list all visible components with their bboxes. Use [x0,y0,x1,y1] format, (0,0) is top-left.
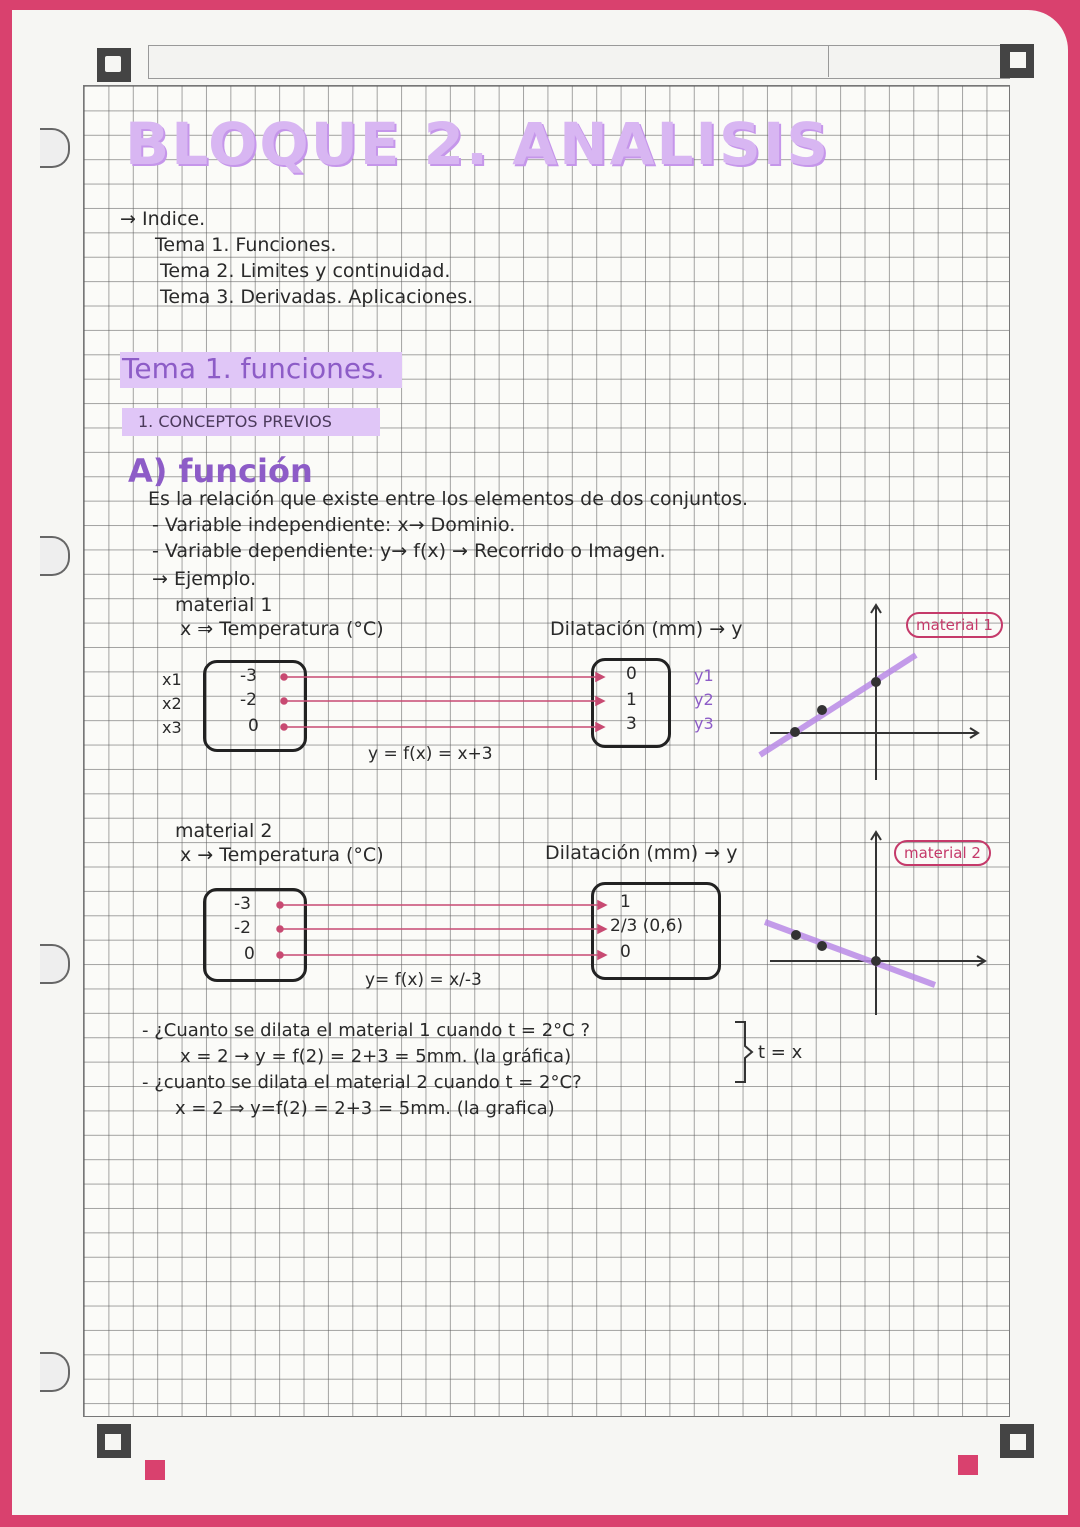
material2-mapping-arrows [277,901,606,959]
material1-x-name-2: x2 [162,694,182,713]
funcion-definition: Es la relación que existe entre los elementos de dos conjuntos. [148,488,749,510]
material2-graph [765,832,985,1015]
note-t-equals-x: t = x [758,1042,803,1063]
material1-x-value-3: 0 [248,716,259,736]
material2-x-value-3: 0 [244,944,255,964]
funcion-heading: A) función [128,452,313,490]
index-item-1: Tema 1. Funciones. [155,234,337,256]
index-item-2: Tema 2. Limites y continuidad. [160,260,451,282]
funcion-dependent: - Variable dependiente: y→ f(x) → Recorrido o Imagen. [152,540,666,562]
material1-graph [760,605,978,780]
material1-y-value-2: 1 [626,690,637,710]
material2-x-value-1: -3 [234,894,251,914]
material2-function-line [765,922,935,985]
material1-formula: y = f(x) = x+3 [368,744,493,764]
question-2: - ¿cuanto se dilata el material 2 cuando t = 2°C? [142,1072,582,1093]
material2-name: material 2 [175,820,273,842]
material2-stamp: material 2 [894,840,991,866]
material1-y-value-1: 0 [626,664,637,684]
material1-y-name-2: y2 [694,690,714,709]
material1-name: material 1 [175,594,273,616]
material1-x-name-1: x1 [162,670,182,689]
material1-stamp: material 1 [906,612,1003,638]
material2-formula: y= f(x) = x/-3 [365,970,482,990]
material1-x-label: x ⇒ Temperatura (°C) [180,618,384,640]
questions-brace [735,1022,752,1082]
material1-y-name-1: y1 [694,666,714,685]
material1-y-label: Dilatación (mm) → y [550,618,743,640]
answer-1: x = 2 → y = f(2) = 2+3 = 5mm. (la gráfica) [180,1046,572,1067]
material2-x-value-2: -2 [234,918,251,938]
page-title: BLOQUE 2. ANALISIS [125,110,831,178]
tema1-heading: Tema 1. funciones. [122,352,385,385]
question-1: - ¿Cuanto se dilata el material 1 cuando t = 2°C ? [142,1020,591,1041]
funcion-independent: - Variable independiente: x→ Dominio. [152,514,516,536]
index-heading: → Indice. [120,208,206,230]
material1-y-name-3: y3 [694,714,714,733]
answer-2: x = 2 ⇒ y=f(2) = 2+3 = 5mm. (la grafica) [175,1098,555,1119]
section-heading: 1. CONCEPTOS PREVIOS [138,412,332,431]
material1-mapping-arrows [281,673,604,731]
example-label: → Ejemplo. [152,568,257,590]
material2-y-value-2: 2/3 (0,6) [610,916,684,936]
material1-y-value-3: 3 [626,714,637,734]
material2-y-value-3: 0 [620,942,631,962]
material1-function-line [760,655,916,755]
material2-x-label: x → Temperatura (°C) [180,844,384,866]
material2-y-label: Dilatación (mm) → y [545,842,738,864]
material1-x-value-1: -3 [240,666,257,686]
material1-x-name-3: x3 [162,718,182,737]
index-item-3: Tema 3. Derivadas. Aplicaciones. [160,286,474,308]
material1-x-value-2: -2 [240,690,257,710]
material2-y-value-1: 1 [620,892,631,912]
